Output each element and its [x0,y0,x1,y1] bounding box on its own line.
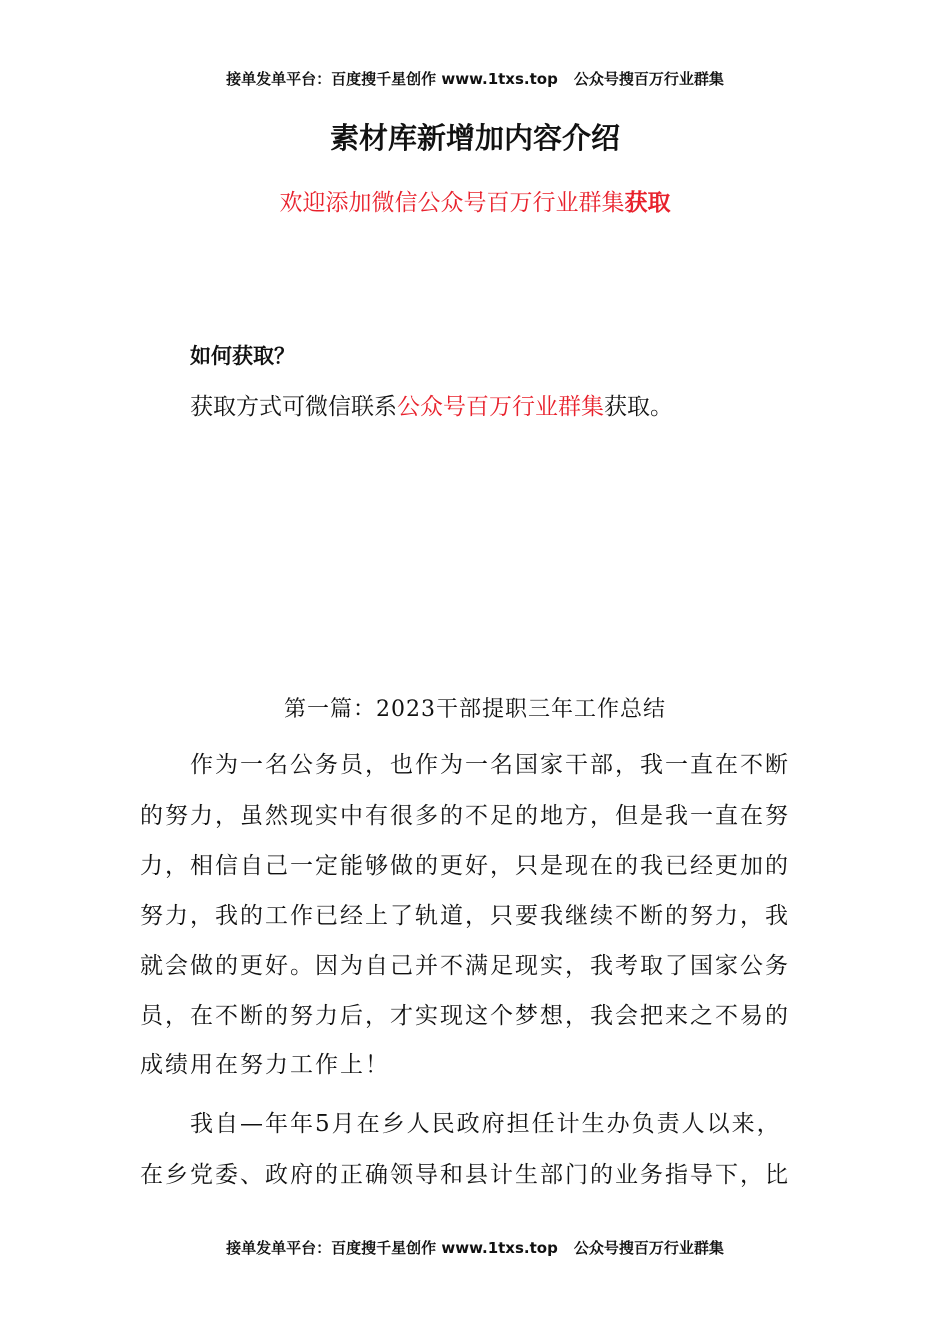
subtitle-main: 欢迎添加微信公众号百万行业群集 [279,190,625,216]
header-platform-text: 接单发单平台：百度搜千星创作 www.1txs.top [226,70,558,88]
page-title: 素材库新增加内容介绍 [329,121,620,155]
howto-answer [190,388,673,421]
howto-highlight: 公众号百万行业群集 [397,394,604,420]
footer-account-text: 公众号搜百万行业群集 [573,1239,724,1257]
article-line: 我自—年年5月在乡人民政府担任计生办负责人以来， [190,1111,782,1137]
article-title: 第一篇：2023干部提职三年工作总结 [284,697,666,722]
article-line: 员，在不断的努力后，才实现这个梦想，我会把来之不易的 [140,1003,790,1029]
howto-question: 如何获取？ [190,344,295,368]
howto-prefix: 获取方式可微信联系 [190,394,397,420]
article-line: 成绩用在努力工作上！ [140,1052,390,1078]
article-line: 在乡党委、政府的正确领导和县计生部门的业务指导下，比 [140,1162,790,1188]
article-line: 的努力，虽然现实中有很多的不足的地方，但是我一直在努 [140,803,790,829]
footer-platform-text: 接单发单平台：百度搜千星创作 www.1txs.top [226,1239,558,1257]
article-line: 就会做的更好。因为自己并不满足现实，我考取了国家公务 [140,953,790,979]
article-line: 力，相信自己一定能够做的更好，只是现在的我已经更加的 [140,853,790,879]
subtitle [0,184,950,217]
header-account-text: 公众号搜百万行业群集 [573,70,724,88]
howto-suffix: 获取。 [604,394,673,420]
subtitle-bold: 获取 [624,189,671,216]
article-line: 努力，我的工作已经上了轨道，只要我继续不断的努力，我 [140,903,790,929]
article-line: 作为一名公务员，也作为一名国家干部，我一直在不断 [190,752,790,778]
page-footer [0,1237,950,1258]
page-header [0,68,950,89]
